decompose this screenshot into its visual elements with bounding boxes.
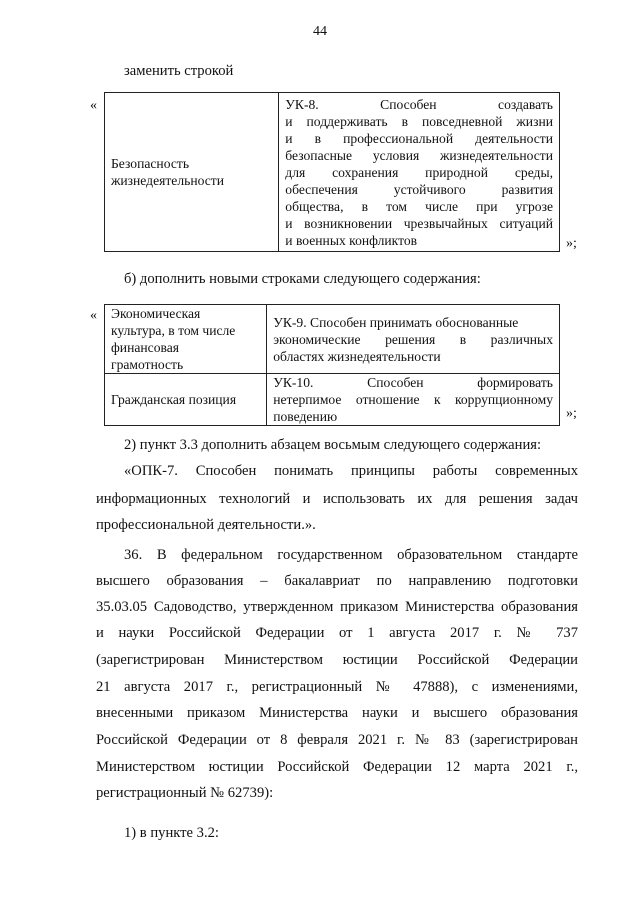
cell-line: экономические решения в различных	[273, 331, 553, 347]
table-cell-competence-text	[267, 305, 560, 374]
paragraph-36-line: внесенными приказом Министерства науки и высшего образования	[96, 705, 578, 721]
cell-line: для сохранения природной среды,	[285, 164, 553, 180]
cell-line: и поддерживать в повседневной жизни	[285, 113, 553, 129]
table-row	[105, 305, 560, 374]
table-row	[105, 93, 560, 252]
page-number: 44	[313, 24, 327, 39]
table-row	[105, 374, 560, 426]
table-cell-competence-text	[267, 374, 560, 426]
paragraph-36-line: Российской Федерации от 8 февраля 2021 г. № 83 (зарегистрирован	[96, 732, 578, 748]
table-replacement	[104, 92, 560, 252]
opk-line: «ОПК-7. Способен понимать принципы работы современных	[124, 463, 578, 479]
cell-line: нетерпимое отношение к коррупционному	[273, 392, 553, 407]
table-new-rows	[104, 304, 560, 426]
cell-line: областях жизнедеятельности	[273, 348, 441, 364]
table-cell-competence-group	[105, 305, 267, 374]
cell-line: грамотность	[111, 357, 184, 372]
paragraph-36-line: 35.03.05 Садоводство, утвержденном приказом Министерства образования	[96, 599, 578, 615]
paragraph-36-line: Министерством юстиции Российской Федерации 12 марта 2021 г.,	[96, 759, 578, 775]
cell-line: УК-9. Способен принимать обоснованные	[273, 314, 519, 330]
cell-line: поведению	[273, 409, 338, 424]
cell-line: безопасные условия жизнедеятельности	[285, 147, 553, 163]
opk-line: информационных технологий и использовать их для решения задач	[96, 491, 578, 507]
cell-line: Экономическая	[111, 306, 201, 321]
quote-close-1: »;	[566, 236, 577, 251]
cell-line: обеспечения устойчивого развития	[285, 181, 553, 197]
paragraph-36-line: 36. В федеральном государственном образовательном стандарте	[124, 547, 578, 563]
quote-open-1: «	[90, 98, 97, 113]
table-cell-competence-group: Гражданская позиция	[105, 374, 267, 426]
paragraph-36-line: высшего образования – бакалавриат по направлению подготовки	[96, 573, 578, 589]
table-cell-competence-text	[279, 93, 560, 252]
paragraph-36-line: (зарегистрирован Министерством юстиции Российской Федерации	[96, 652, 578, 668]
quote-open-2: «	[90, 308, 97, 323]
cell-line: УК-10. Способен формировать	[273, 375, 553, 390]
cell-line: и в профессиональной деятельности	[285, 130, 553, 146]
cell-line: и военных конфликтов	[285, 232, 418, 248]
paragraph-36-line: 21 августа 2017 г., регистрационный № 47888), с изменениями,	[96, 679, 578, 695]
item-2-text: 2) пункт 3.3 дополнить абзацем восьмым следующего содержания:	[124, 437, 542, 453]
item-1-text: 1) в пункте 3.2:	[124, 825, 219, 841]
cell-line: культура, в том числе	[111, 323, 236, 338]
opk-line: профессиональной деятельности.».	[96, 517, 316, 533]
cell-line: и возникновении чрезвычайных ситуаций	[285, 215, 553, 231]
cell-line: УК-8. Способен создавать	[285, 96, 553, 112]
cell-line: общества, в том числе при угрозе	[285, 198, 553, 214]
paragraph-36-line: и науки Российской Федерации от 1 августа 2017 г. № 737	[96, 625, 578, 641]
table-cell-competence-group: Безопасность жизнедеятельности	[105, 93, 279, 252]
intro-text: заменить строкой	[124, 63, 234, 79]
cell-line: финансовая	[111, 340, 180, 355]
quote-close-2: »;	[566, 406, 577, 421]
paragraph-36-line: регистрационный № 62739):	[96, 785, 274, 801]
item-b-text: б) дополнить новыми строками следующего содержания:	[124, 271, 481, 287]
